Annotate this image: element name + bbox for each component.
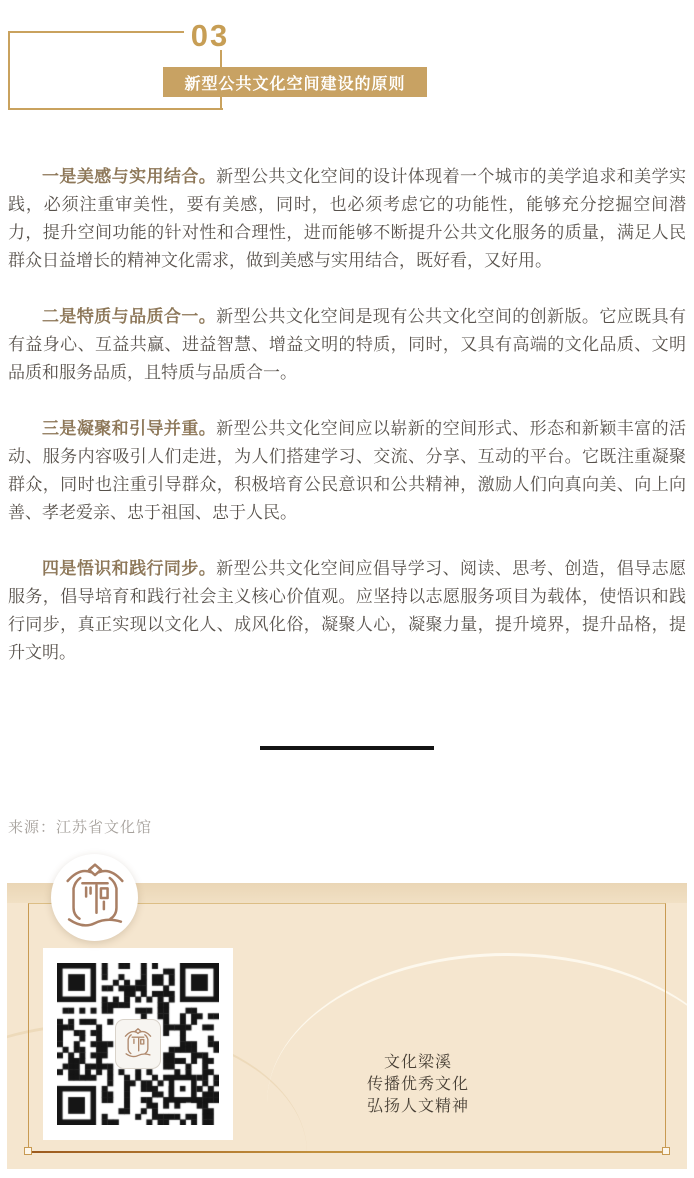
source-line: 来源：江苏省文化馆 (8, 819, 153, 836)
qr-code (43, 948, 233, 1140)
frame-corner-ornament-right (662, 1147, 670, 1155)
paragraph-1-text: 新型公共文化空间的设计体现着一个城市的美学追求和美学实践，必须注重审美性，要有美感，同时，也必须考虑它的功能性，能够充分挖掘空间潜力，提升空间功能的针对性和合理性，进而能够不断提升公共文化服务的质量，满足人民群众日益增长的精神文化需求，做到美感与实用结合，既好看，又好用。 (8, 167, 687, 270)
slogan-line-1: 文化梁溪 (383, 1054, 452, 1071)
cultural-seal-icon (51, 854, 138, 941)
paragraph-2-lead: 二是特质与品质合一。 (42, 307, 217, 326)
footer-card (7, 883, 687, 1169)
frame-corner-ornament-left (24, 1147, 32, 1155)
slogan-block (278, 1052, 558, 1118)
header-frame-top (8, 31, 184, 33)
qr-center-seal-icon (115, 1019, 161, 1069)
paragraph-1-lead: 一是美感与实用结合。 (42, 167, 217, 186)
paragraph-4-text: 新型公共文化空间应倡导学习、阅读、思考、创造，倡导志愿服务，倡导培育和践行社会主义核心价值观。应坚持以志愿服务项目为载体，使悟识和践行同步，真正实现以文化人、成风化俗，凝聚人心，凝聚力量，提升境界，提升品格，提升文明。 (8, 559, 687, 662)
slogan-line-2: 传播优秀文化 (366, 1076, 469, 1093)
paragraph-3-text: 新型公共文化空间应以崭新的空间形式、形态和新颖丰富的活动、服务内容吸引人们走进，为人们搭建学习、交流、分享、互动的平台。它既注重凝聚群众，同时也注重引导群众，积极培育公民意识和公共精神，激励人们向真向美、向上向善、孝老爱亲、忠于祖国、忠于人民。 (8, 419, 687, 522)
header-frame-left (8, 31, 10, 110)
card-inner-frame-bottom-line (28, 1151, 666, 1153)
paragraph-1 (8, 163, 686, 275)
article-body (8, 163, 686, 695)
paragraph-3-lead: 三是凝聚和引导并重。 (42, 419, 217, 438)
end-divider (260, 746, 434, 750)
paragraph-4-lead: 四是悟识和践行同步。 (42, 559, 217, 578)
paragraph-3 (8, 415, 686, 527)
header-frame-bottom (8, 108, 223, 110)
paragraph-2-text: 新型公共文化空间是现有公共文化空间的创新版。它应既具有有益身心、互益共赢、进益智慧、增益文明的特质，同时，又具有高端的文化品质、文明品质和服务品质，且特质与品质合一。 (8, 307, 687, 382)
slogan-line-3: 弘扬人文精神 (366, 1098, 469, 1115)
paragraph-4 (8, 555, 686, 667)
section-title-banner: 新型公共文化空间建设的原则 (163, 67, 427, 97)
section-number: 03 (190, 18, 230, 53)
paragraph-2 (8, 303, 686, 387)
